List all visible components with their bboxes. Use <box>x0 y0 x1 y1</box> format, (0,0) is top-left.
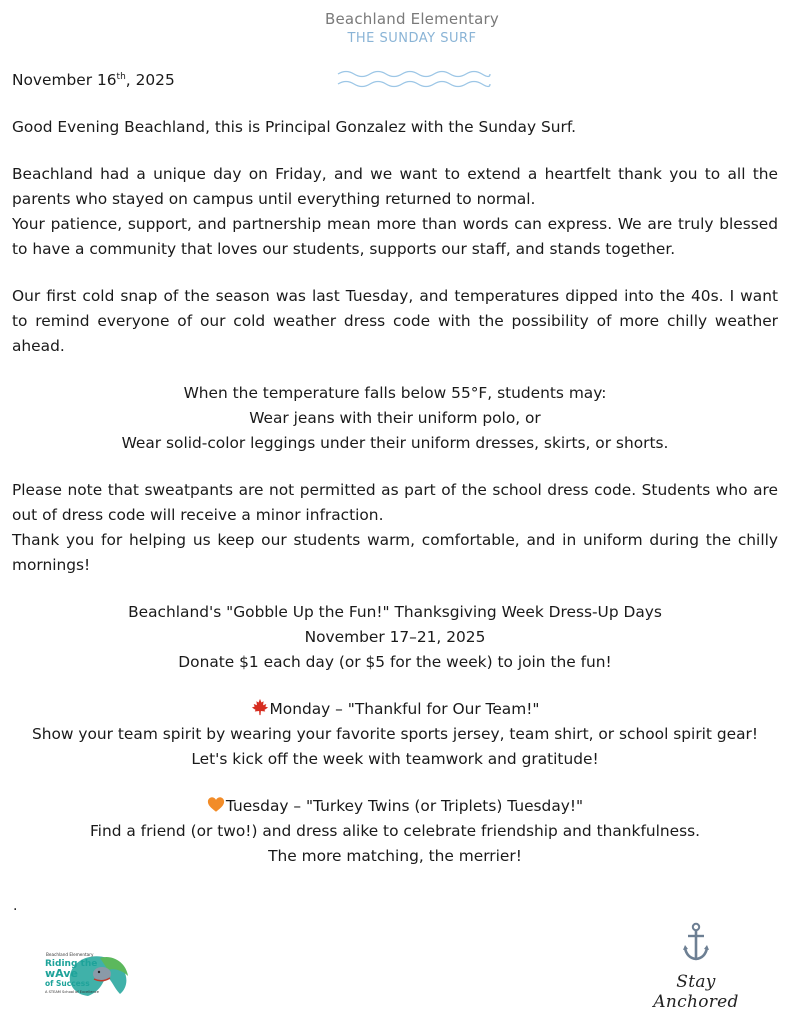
tuesday-heading-text: Tuesday – "Turkey Twins (or Triplets) Tuesday!" <box>225 797 584 815</box>
letter-date <box>12 68 778 93</box>
paragraph-community: Your patience, support, and partnership mean more than words can express. We are truly blessed to have a community that loves our students, supports our staff, and stands together. <box>12 215 778 258</box>
date-year: , 2025 <box>125 71 175 89</box>
stray-period: . <box>13 898 18 914</box>
paragraph-sweatpants: Please note that sweatpants are not permitted as part of the school dress code. Students who are out of dress code will receive a minor infraction. <box>12 481 778 524</box>
monday-line-1: Show your team spirit by wearing your favorite sports jersey, team shirt, or school spirit gear! <box>31 725 759 743</box>
greeting: Good Evening Beachland, this is Principal Gonzalez with the Sunday Surf. <box>12 118 577 136</box>
paragraph-thanks: Beachland had a unique day on Friday, and we want to extend a heartfelt thank you to all the parents who stayed on campus until everything returned to normal. <box>12 165 778 208</box>
tuesday-line-2: The more matching, the merrier! <box>268 847 522 865</box>
monday-line-2: Let's kick off the week with teamwork and gratitude! <box>191 750 599 768</box>
monday-heading <box>12 697 778 722</box>
svg-text:wAve: wAve <box>45 967 78 980</box>
maple-leaf-icon <box>251 698 269 716</box>
svg-text:A STEAM School of Excellence: A STEAM School of Excellence <box>45 990 99 994</box>
signoff-text: Stay Anchored <box>653 972 739 1012</box>
anchor-icon <box>682 922 710 962</box>
monday-heading-text: Monday – "Thankful for Our Team!" <box>269 700 540 718</box>
date-suffix: th <box>116 71 126 82</box>
event-donate: Donate $1 each day (or $5 for the week) to join the fun! <box>178 653 612 671</box>
letter-body <box>12 68 778 869</box>
dress-code-item: Wear solid-color leggings under their uniform dresses, skirts, or shorts. <box>121 434 669 452</box>
signoff-block <box>636 922 756 1012</box>
svg-text:Beachland Elementary: Beachland Elementary <box>46 952 94 957</box>
dress-code-item: Wear jeans with their uniform polo, or <box>249 409 541 427</box>
tuesday-heading <box>12 794 778 819</box>
paragraph-thank-you: Thank you for helping us keep our students warm, comfortable, and in uniform during the chilly mornings! <box>12 531 778 574</box>
tuesday-line-1: Find a friend (or two!) and dress alike to celebrate friendship and thankfulness. <box>89 822 701 840</box>
svg-text:Riding the: Riding the <box>45 959 98 969</box>
orange-heart-icon <box>207 796 225 813</box>
school-name: Beachland Elementary <box>325 10 499 28</box>
svg-text:of Success: of Success <box>45 979 90 988</box>
event-title: Beachland's "Gobble Up the Fun!" Thanksgiving Week Dress-Up Days <box>128 603 662 621</box>
dress-code-intro: When the temperature falls below 55°F, students may: <box>183 384 607 402</box>
paragraph-cold-snap: Our first cold snap of the season was last Tuesday, and temperatures dipped into the 40s. I want to remind everyone of our cold weather dress code with the possibility of more chilly weather ahead. <box>12 287 778 355</box>
newsletter-header <box>0 10 791 46</box>
newsletter-title: THE SUNDAY SURF <box>347 31 477 46</box>
event-dates: November 17–21, 2025 <box>304 628 486 646</box>
date-prefix: November 16 <box>12 71 117 89</box>
school-logo <box>42 946 132 1000</box>
